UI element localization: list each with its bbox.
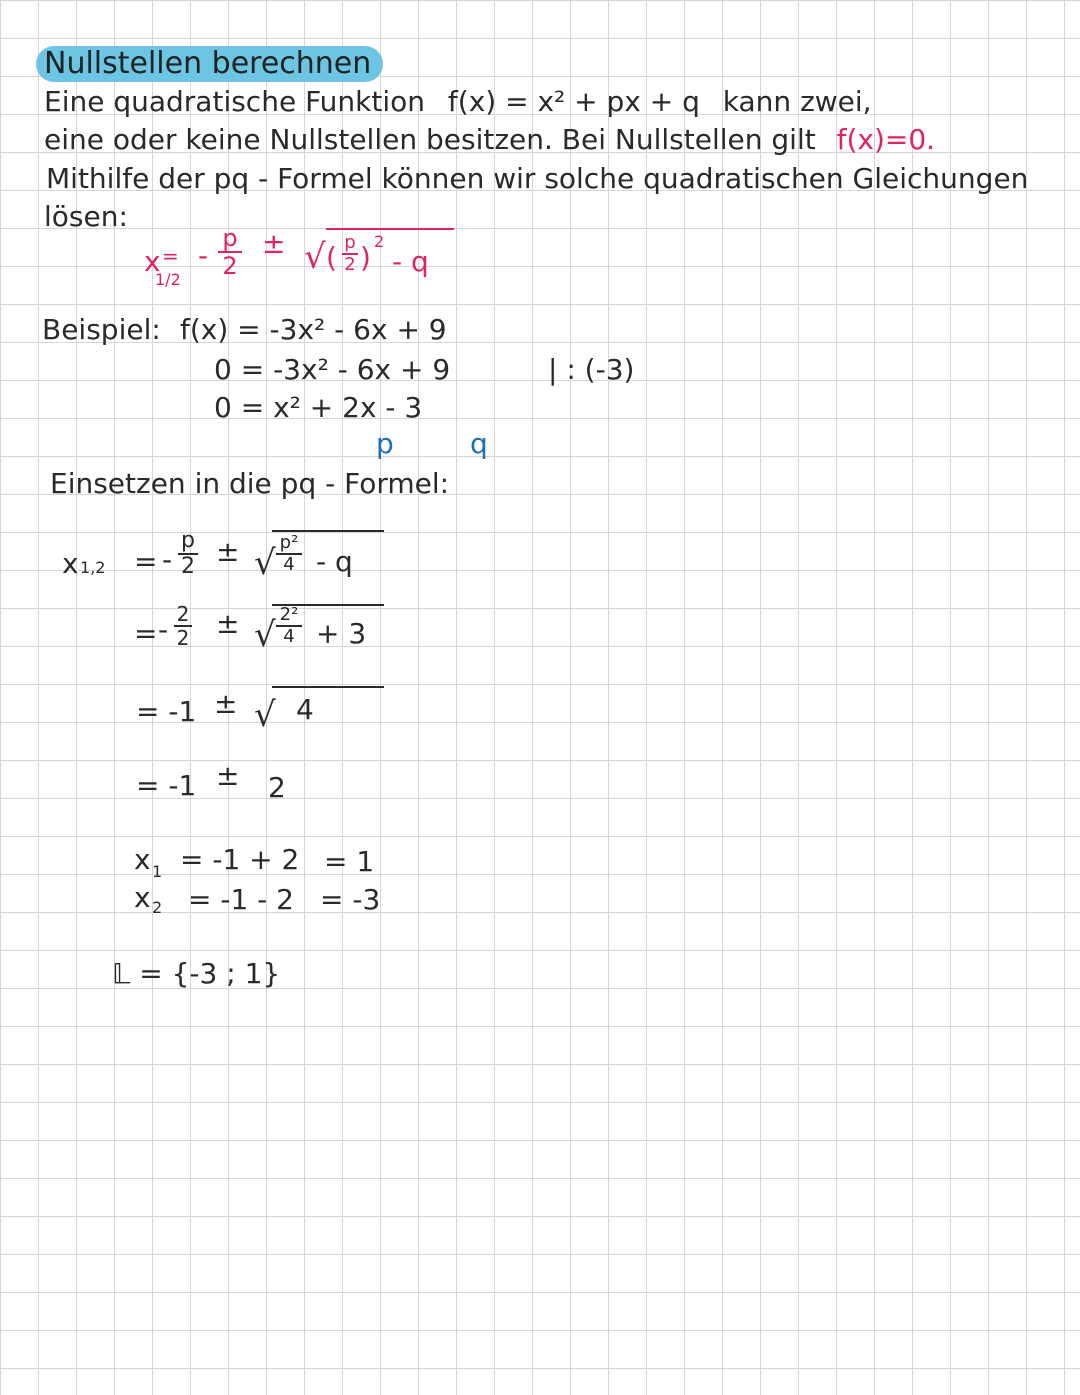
zero-condition: f(x)=0.	[836, 123, 936, 156]
formula-eq: =	[162, 244, 179, 268]
step2-frac	[174, 604, 192, 648]
solution-lhs: x	[62, 547, 79, 580]
intro-line-4: lösen:	[44, 200, 128, 233]
step1-pm: ±	[216, 535, 240, 568]
step1-rden: 4	[283, 554, 295, 575]
solution-eq-2: =	[134, 617, 158, 650]
example-row-2: 0 = -3x² - 6x + 9	[214, 353, 451, 386]
example-row-2-note: | : (-3)	[548, 353, 635, 386]
x1-name: x	[134, 843, 151, 876]
formula-lhs: x	[144, 245, 161, 278]
step2-root-frac	[276, 606, 302, 646]
step1-frac	[178, 530, 198, 578]
x1-result: = 1	[324, 845, 375, 878]
step1-num: p	[181, 528, 195, 553]
formula-inner-frac	[342, 234, 358, 274]
formula-square: 2	[374, 232, 385, 251]
formula-pm: ±	[262, 227, 286, 260]
x2-expr: = -1 - 2	[188, 883, 294, 916]
intro-line-2	[44, 123, 936, 156]
intro-line-2-text: eine oder keine Nullstellen besitzen. Bei Nullstellen gilt	[44, 123, 816, 156]
step2-pm: ±	[216, 607, 240, 640]
x1-expr: = -1 + 2	[180, 843, 300, 876]
intro-line-3: Mithilfe der pq - Formel können wir solche quadratischen Gleichungen	[46, 162, 1029, 195]
step1-root-frac	[276, 534, 302, 574]
x1-sub: 1	[152, 862, 163, 881]
step2-den: 2	[176, 626, 190, 650]
step2-minus: -	[158, 613, 169, 646]
example-row-1: f(x) = -3x² - 6x + 9	[180, 313, 447, 346]
intro-line-1-text: Eine quadratische Funktion	[44, 85, 425, 118]
x2-sub: 2	[152, 898, 163, 917]
intro-line-1	[44, 85, 872, 118]
step3-root-icon: √	[254, 695, 276, 735]
formula-inner-p: p	[344, 232, 356, 253]
step3-rad: 4	[296, 693, 314, 726]
step2-rest: + 3	[316, 617, 367, 650]
x2-result: = -3	[320, 883, 381, 916]
step1-den: 2	[181, 554, 195, 579]
formula-minus-q: - q	[392, 245, 429, 278]
step2-rnum: 2²	[279, 604, 299, 625]
example-label: Beispiel:	[42, 313, 161, 346]
step3-root-bar	[272, 686, 384, 688]
step2-root-icon: √	[254, 615, 276, 655]
formula-two: 2	[222, 252, 238, 280]
step1-minus: -	[162, 543, 173, 576]
solution-lhs-sub: 1,2	[80, 558, 106, 577]
formula-open: (	[326, 241, 337, 274]
x2-name: x	[134, 881, 151, 914]
step4-pm: ±	[216, 759, 240, 792]
q-label: q	[470, 427, 488, 460]
formula-close: )	[360, 241, 371, 274]
formula-root-icon: √	[304, 237, 326, 277]
insert-heading: Einsetzen in die pq - Formel:	[50, 467, 450, 500]
example-row-3: 0 = x² + 2x - 3	[214, 391, 423, 424]
step1-rnum: p²	[279, 532, 299, 553]
solution-eq-1: =	[134, 545, 158, 578]
intro-line-1-end: kann zwei,	[722, 85, 872, 118]
step3-text: = -1	[136, 695, 197, 728]
formula-minus: -	[198, 239, 209, 272]
step2-num: 2	[176, 602, 190, 626]
page-title: Nullstellen berechnen	[36, 46, 383, 82]
step4-val: 2	[268, 771, 286, 804]
solution-set: 𝕃 = {-3 ; 1}	[112, 957, 281, 990]
formula-inner-two: 2	[344, 254, 356, 275]
formula-lhs-sub: 1/2	[155, 270, 181, 289]
function-definition: f(x) = x² + px + q	[447, 85, 700, 118]
step1-rest: - q	[316, 545, 353, 578]
step3-pm: ±	[214, 687, 238, 720]
step1-root-icon: √	[254, 543, 276, 583]
formula-root-bar	[326, 228, 454, 230]
formula-p: p	[222, 224, 238, 252]
step4-text: = -1	[136, 769, 197, 802]
formula-p-over-2	[218, 226, 242, 278]
step2-rden: 4	[283, 626, 295, 647]
p-label: p	[376, 427, 394, 460]
